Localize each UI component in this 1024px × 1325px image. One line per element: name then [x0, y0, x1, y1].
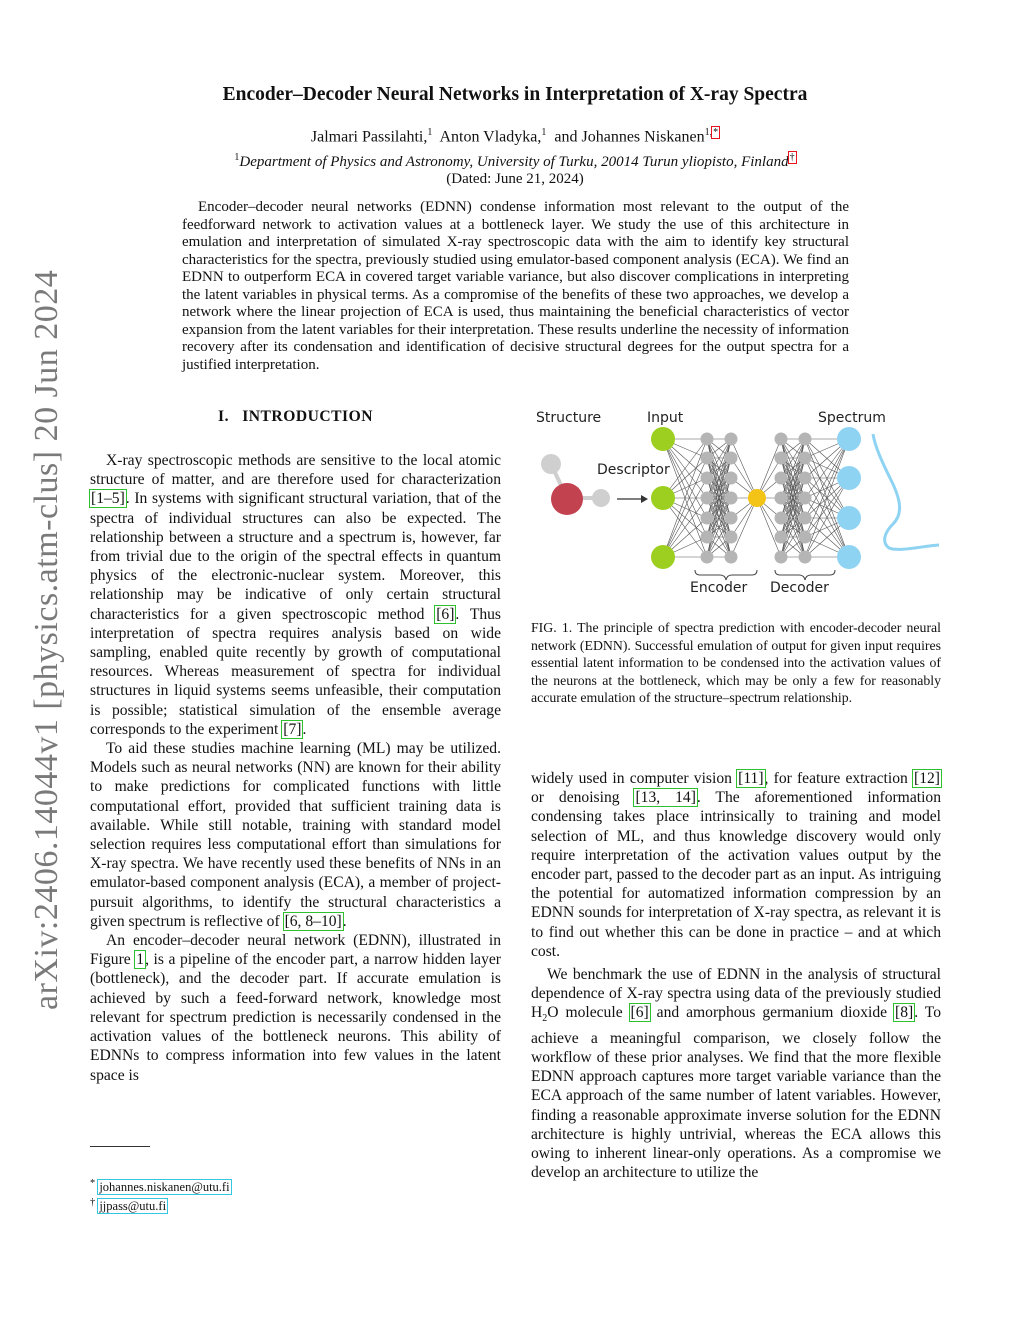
citation-link[interactable]: [1–5] — [91, 490, 125, 508]
decoder-node — [775, 551, 788, 564]
input-node — [651, 545, 675, 569]
network-edge — [731, 439, 757, 498]
network-edge — [757, 498, 781, 557]
bottleneck-node — [748, 489, 766, 507]
label-input: Input — [647, 410, 684, 426]
decoder-node — [775, 452, 788, 465]
paragraph — [90, 739, 501, 931]
label-structure: Structure — [536, 410, 602, 426]
figure-1 — [531, 402, 941, 602]
author-list — [90, 127, 940, 146]
affiliation-marker: 1, — [704, 127, 713, 138]
footnote-divider — [90, 1146, 150, 1147]
decoder-node — [775, 472, 788, 485]
hydrogen-atom — [541, 454, 561, 474]
right-column — [531, 769, 941, 1182]
author-name: Jalmari Passilahti, — [310, 128, 428, 146]
encoder-brace — [695, 570, 757, 580]
encoder-node — [725, 551, 738, 564]
input-node — [651, 486, 675, 510]
label-descriptor: Descriptor — [597, 462, 670, 478]
text-run: X-ray spectroscopic methods are sensitive to the local atomic structure of matter, and are therefore used for characterization — [90, 452, 501, 489]
citation-link[interactable]: [6] — [630, 1004, 649, 1022]
citation-link[interactable]: [6] — [436, 605, 455, 623]
decoder-node — [799, 492, 812, 505]
figure-link[interactable]: 1 — [136, 951, 145, 969]
abstract: Encoder–decoder neural networks (EDNN) condense information most relevant to the output of the feedforward network to activation values at a bottleneck layer. We study the use of this architecture in emulation and interpretation of simulated X-ray spectroscopic data with the aim to identify key structural characteristics for the spectra, previously studied using emulator-based component analysis (ECA). We find an EDNN to outperform ECA in covered target variable variance, but also discover complications in interpreting the latent variables in physical terms. As a compromise of the benefits of these two approaches, we develop a network where the linear projection of ECA is used, thus maintaining the beneficial characteristics of vector expansion from the latent variables for their interpretation. These results underline the necessity of information recovery after its condensation and identification of decisive structural degrees for the output spectra for a justified interpretation. — [182, 199, 849, 373]
text-run: . — [302, 720, 307, 738]
encoder-node — [701, 492, 714, 505]
encoder-node — [701, 551, 714, 564]
section-number: I. — [218, 408, 229, 425]
encoder-node — [701, 531, 714, 544]
decoder-node — [799, 452, 812, 465]
decoder-node — [775, 433, 788, 446]
text-run: We benchmark the use of EDNN in the analysis of structural dependence of X-ray spectra using data of the previously studied H — [531, 966, 941, 1022]
label-encoder: Encoder — [690, 580, 748, 596]
email-link[interactable]: jjpass@utu.fi — [99, 1199, 167, 1214]
encoder-node — [701, 512, 714, 525]
encoder-node — [725, 492, 738, 505]
left-column — [90, 451, 501, 1085]
encoder-node — [701, 472, 714, 485]
network-diagram — [531, 402, 941, 602]
text-run: or denoising — [531, 789, 635, 807]
email-link[interactable]: johannes.niskanen@utu.fi — [99, 1180, 230, 1195]
citation-link[interactable]: [13, 14] — [635, 789, 696, 807]
decoder-brace — [775, 570, 835, 580]
footnotes — [90, 1176, 501, 1214]
decoder-node — [775, 512, 788, 525]
section-heading — [90, 408, 501, 426]
encoder-node — [725, 472, 738, 485]
text-run: . — [342, 912, 347, 930]
encoder-node — [725, 433, 738, 446]
paragraph — [90, 451, 501, 739]
text-run: and amorphous germanium dioxide — [649, 1004, 895, 1022]
section-title: INTRODUCTION — [242, 408, 373, 425]
encoder-node — [725, 531, 738, 544]
text-run: , for feature extraction — [764, 770, 913, 787]
decoder-node — [799, 433, 812, 446]
author-name: and Johannes Niskanen — [554, 128, 705, 146]
paragraph — [90, 931, 501, 1085]
label-decoder: Decoder — [770, 580, 829, 596]
citation-link[interactable]: [7] — [283, 720, 302, 738]
arrow-head-icon — [641, 495, 648, 503]
citation-link[interactable]: [11] — [738, 770, 764, 787]
output-node — [837, 466, 861, 490]
text-run: , is a pipeline of the encoder part, a narrow hidden layer (bottleneck), and the decoder part. If accurate emulation is achieved by such a feed-forward network, knowledge most relevant for spectrum prediction is necessarily condensed in the activation values of the bottleneck neurons. This ability of EDNNs to compress information into few values in the latent space is — [90, 951, 501, 1084]
hydrogen-atom — [592, 489, 610, 507]
affiliation-text: Department of Physics and Astronomy, University of Turku, 20014 Turun yliopisto, Finland — [239, 154, 789, 170]
text-run: To aid these studies machine learning (ML) may be utilized. Models such as neural networks (NN) are known for their ability to make predictions for complicated functions with little computational effort, provided that sufficient training data is available. While still notable, training with standard model selection requires less computational effort than simulations for X-ray spectra. We have recently used these benefits of NNs in an emulator-based component analysis (ECA), a member of project-pursuit algorithms, to identify the structural characteristics a given spectrum is reflective of — [90, 740, 501, 930]
text-run: . In systems with significant structural variation, that of the spectra of individual structures can also be expected. The relationship between a structure and a spectrum is, however, far from trivial due to the origin of the spectral effects in quantum physics of the electronic-nuclear system. Moreover, this relationship may be indicative of only certain structural characteristics for a given spectroscopic method — [90, 490, 501, 623]
affiliation — [90, 152, 940, 171]
oxygen-atom — [551, 483, 583, 515]
encoder-node — [725, 452, 738, 465]
affiliation-marker: 1 — [541, 127, 547, 138]
paragraph — [531, 769, 941, 961]
decoder-node — [799, 551, 812, 564]
network-edge — [757, 439, 781, 498]
text-run: . To achieve a meaningful comparison, we closely follow the workflow of these prior analyses. We find that the more flexible EDNN approach captures more target variable variance than the ECA approach of the same number of latent variables. However, finding a reasonable approximate inverse solution for the EDNN architecture is highly untrivial, whereas the ECA allows this owing to inherent linear-only operations. As a compromise we develop an architecture to utilize the — [531, 1004, 941, 1182]
author-name: Anton Vladyka, — [439, 128, 542, 146]
spectrum-curve — [873, 434, 939, 549]
label-spectrum: Spectrum — [818, 410, 886, 426]
decoder-node — [799, 531, 812, 544]
subscript: 2 — [542, 1013, 548, 1025]
footnote-mark: * — [90, 1178, 96, 1189]
text-run: . The aforementioned information condensing takes place intrinsically to training and model selection of ML, and thus knowledge discovery would only require interpretation of the activation values output by the encoder part, passed to the decoder part as an input. As intriguing the potential for automatized information compression by an EDNN sounds for interpretation of X-ray spectra, as relevant it is to find out whether this can be done in practice – and at which cost. — [531, 789, 941, 960]
footnote — [90, 1195, 501, 1214]
text-run: widely used in computer vision — [531, 770, 738, 787]
encoder-node — [701, 433, 714, 446]
affiliation-number: 1 — [234, 152, 240, 163]
decoder-node — [799, 472, 812, 485]
encoder-node — [701, 452, 714, 465]
footnote — [90, 1176, 501, 1195]
output-node — [837, 427, 861, 451]
decoder-node — [775, 531, 788, 544]
input-node — [651, 427, 675, 451]
corresponding-author-link[interactable]: * — [713, 127, 719, 138]
arxiv-identifier: arXiv:2406.14044v1 [physics.atm-clus] 20 Jun 2024 — [28, 269, 65, 1010]
network-edge — [731, 498, 757, 557]
paper-title: Encoder–Decoder Neural Networks in Interpretation of X-ray Spectra — [222, 84, 808, 105]
encoder-node — [725, 512, 738, 525]
citation-link[interactable]: [8] — [895, 1004, 914, 1022]
footnote-mark: † — [90, 1197, 96, 1209]
text-run: An encoder–decoder neural network (EDNN), illustrated in Figure — [90, 932, 501, 969]
paragraph — [531, 965, 941, 1182]
text-run: O molecule — [547, 1004, 630, 1022]
decoder-node — [799, 512, 812, 525]
affiliation-footnote-link[interactable]: † — [789, 152, 795, 163]
decoder-node — [775, 492, 788, 505]
date-line: (Dated: June 21, 2024) — [446, 171, 584, 187]
affiliation-marker: 1 — [427, 127, 433, 138]
figure-caption: FIG. 1. The principle of spectra prediction with encoder-decoder neural network (EDNN). Successful emulation of output for given input requires essential latent information to be condensed into the activation values of the neurons at the bottleneck, which may be only a few for reasonably accurate emulation of the structure–spectrum relationship. — [531, 620, 941, 705]
citation-link[interactable]: [12] — [914, 770, 940, 787]
output-node — [837, 506, 861, 530]
text-run: . Thus interpretation of spectra requires analysis based on wide sampling, enabled quite recently by growth of computational resources. Whereas measurement of spectra for individual structures in liquid systems seems unfeasible, their computation is possible; statistical simulation of the ensemble average corresponds to the experiment — [90, 605, 502, 738]
output-node — [837, 545, 861, 569]
citation-link[interactable]: [6, 8–10] — [284, 912, 342, 930]
